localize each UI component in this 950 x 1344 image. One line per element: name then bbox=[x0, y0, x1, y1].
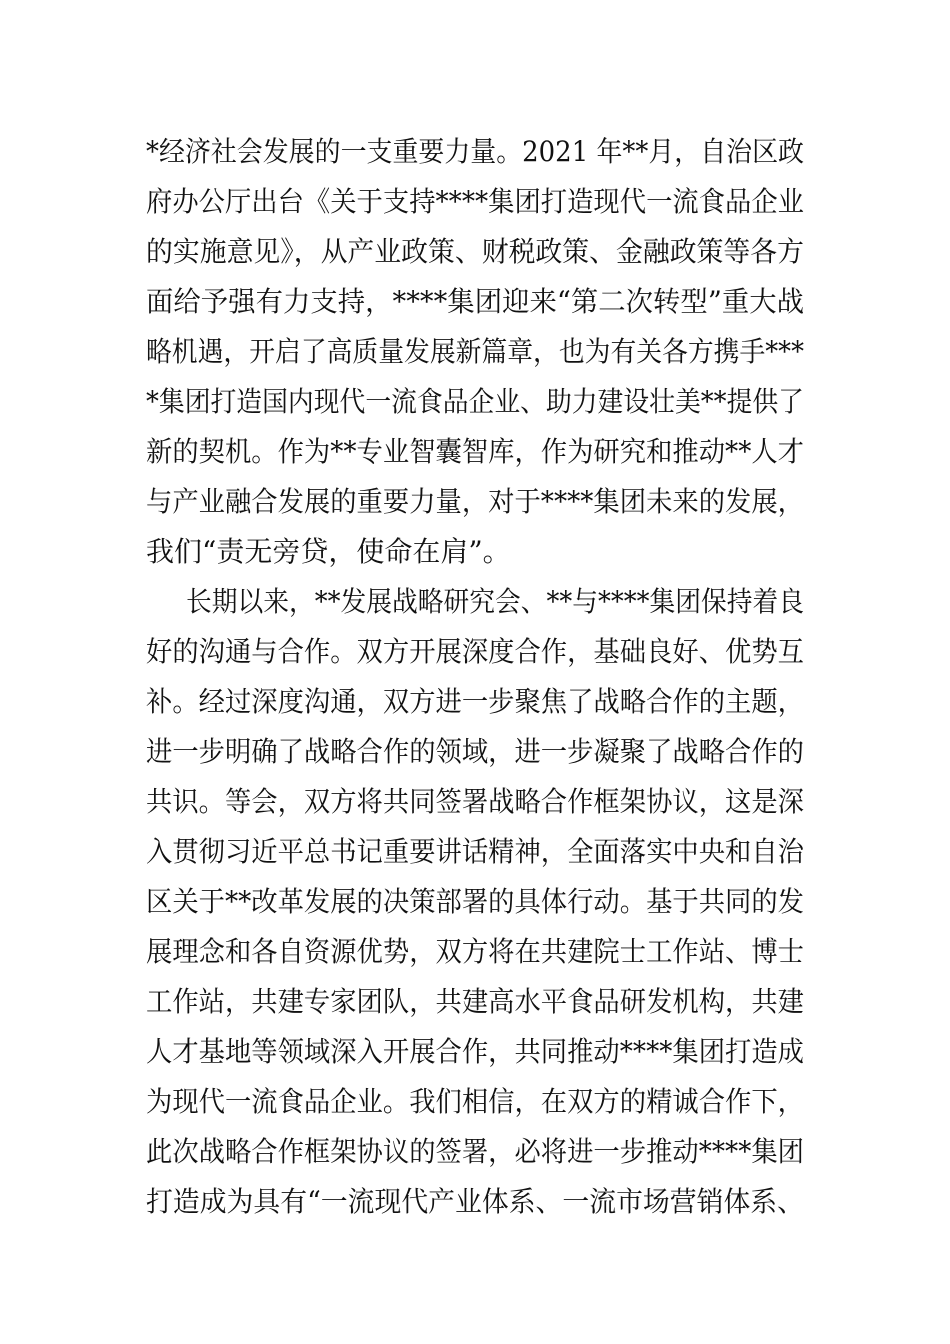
line-text: 人才基地等领域深入开展合作，共同推动****集团打造成 bbox=[146, 1035, 804, 1068]
line-text: 此次战略合作框架协议的签署，必将进一步推动****集团 bbox=[146, 1135, 804, 1168]
text-line bbox=[0, 230, 950, 274]
text-line bbox=[0, 830, 950, 874]
text-line bbox=[0, 1130, 950, 1174]
text-line bbox=[0, 880, 950, 924]
line-text: 府办公厅出台《关于支持****集团打造现代一流食品企业 bbox=[146, 185, 804, 218]
text-line bbox=[0, 380, 950, 424]
text-line bbox=[0, 480, 950, 524]
line-text: 工作站，共建专家团队，共建高水平食品研发机构，共建 bbox=[146, 985, 804, 1018]
text-line bbox=[0, 330, 950, 374]
text-line bbox=[0, 630, 950, 674]
line-text: 打造成为具有“一流现代产业体系、一流市场营销体系、 bbox=[146, 1185, 804, 1218]
line-text: *集团打造国内现代一流食品企业、助力建设壮美**提供了 bbox=[146, 385, 804, 418]
line-text: 略机遇，开启了高质量发展新篇章，也为有关各方携手*** bbox=[146, 335, 804, 368]
line-text: 入贯彻习近平总书记重要讲话精神，全面落实中央和自治 bbox=[146, 835, 804, 868]
line-text: 好的沟通与合作。双方开展深度合作，基础良好、优势互 bbox=[146, 635, 804, 668]
text-line bbox=[0, 730, 950, 774]
text-line bbox=[0, 1180, 950, 1224]
line-text: *经济社会发展的一支重要力量。2021 年**月，自治区政 bbox=[146, 135, 804, 168]
line-text: 我们“责无旁贷，使命在肩”。 bbox=[146, 535, 511, 568]
line-text: 补。经过深度沟通，双方进一步聚焦了战略合作的主题， bbox=[146, 685, 804, 718]
line-text: 面给予强有力支持，****集团迎来“第二次转型”重大战 bbox=[146, 285, 804, 318]
line-text: 为现代一流食品企业。我们相信，在双方的精诚合作下， bbox=[146, 1085, 804, 1118]
text-line bbox=[0, 580, 950, 624]
line-text: 与产业融合发展的重要力量，对于****集团未来的发展， bbox=[146, 485, 804, 518]
line-text: 展理念和各自资源优势，双方将在共建院士工作站、博士 bbox=[146, 935, 804, 968]
text-line bbox=[0, 680, 950, 724]
line-text: 的实施意见》，从产业政策、财税政策、金融政策等各方 bbox=[146, 235, 804, 268]
text-line bbox=[0, 980, 950, 1024]
line-text: 区关于**改革发展的决策部署的具体行动。基于共同的发 bbox=[146, 885, 804, 918]
line-text: 长期以来，**发展战略研究会、**与****集团保持着良 bbox=[186, 585, 804, 618]
line-text: 进一步明确了战略合作的领域，进一步凝聚了战略合作的 bbox=[146, 735, 804, 768]
line-text: 新的契机。作为**专业智囊智库，作为研究和推动**人才 bbox=[146, 435, 804, 468]
text-line bbox=[0, 180, 950, 224]
text-line bbox=[0, 530, 950, 574]
line-text: 共识。等会，双方将共同签署战略合作框架协议，这是深 bbox=[146, 785, 804, 818]
text-line bbox=[0, 780, 950, 824]
text-line bbox=[0, 130, 950, 174]
text-line bbox=[0, 930, 950, 974]
text-line bbox=[0, 430, 950, 474]
text-line bbox=[0, 1080, 950, 1124]
text-line bbox=[0, 280, 950, 324]
text-line bbox=[0, 1030, 950, 1074]
